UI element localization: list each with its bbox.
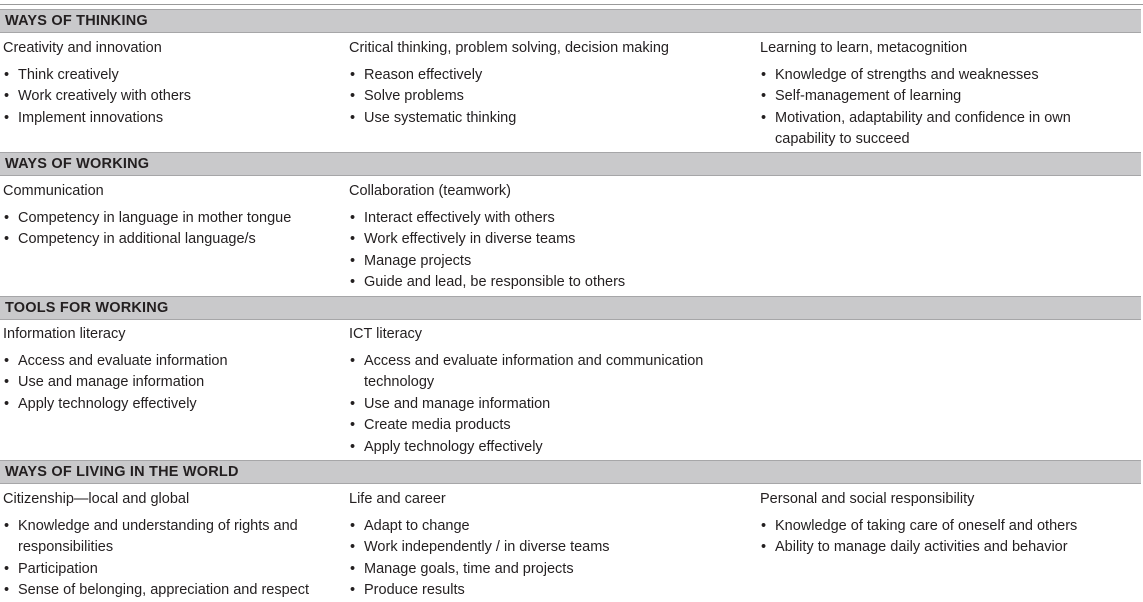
list-item-text: Interact effectively with others — [364, 209, 555, 226]
list-item-text: Motivation, adaptability and confidence in own capability to succeed — [775, 109, 1071, 147]
column-collaboration — [349, 181, 749, 294]
list-item — [760, 65, 1105, 87]
column-creativity — [3, 38, 338, 129]
list-item-text: Work independently / in diverse teams — [364, 539, 610, 555]
list-item — [349, 251, 749, 273]
section-title: WAYS OF WORKING — [5, 156, 150, 172]
section-title: WAYS OF LIVING IN THE WORLD — [5, 464, 239, 480]
bullet-icon: • — [761, 88, 767, 104]
bullet-icon: • — [350, 352, 356, 369]
bullet-icon: • — [350, 209, 356, 226]
section-header-band — [0, 152, 1141, 176]
list-item-text: Access and evaluate information and communication technology — [364, 352, 704, 390]
list-item — [3, 65, 338, 87]
column-heading: Learning to learn, metacognition — [760, 40, 968, 56]
list-item — [760, 516, 1105, 538]
list-item-text: Think creatively — [18, 66, 119, 83]
list-item — [349, 108, 749, 130]
list-item-text: Apply technology effectively — [18, 395, 197, 412]
list-item-text: Sense of belonging, appreciation and respect — [18, 582, 310, 598]
list-item — [349, 537, 749, 559]
list-item-text: Knowledge of strengths and weaknesses — [775, 66, 1039, 83]
bullet-icon: • — [350, 417, 356, 433]
list-item-text: Ability to manage daily activities and behavior — [775, 539, 1068, 555]
list-item — [349, 437, 749, 459]
section-title: TOOLS FOR WORKING — [5, 300, 169, 316]
list-item — [349, 559, 749, 581]
list-item — [3, 208, 338, 230]
list-item-text: Manage goals, time and projects — [364, 560, 574, 577]
list-item-text: Use and manage information — [18, 374, 205, 390]
list-item — [3, 229, 338, 251]
list-item — [349, 516, 749, 538]
list-item — [349, 208, 749, 230]
bullet-icon: • — [4, 66, 10, 83]
column-heading: ICT literacy — [349, 326, 423, 342]
list-item — [760, 537, 1105, 559]
column-heading: Communication — [3, 183, 104, 199]
list-item-text: Participation — [18, 560, 98, 577]
list-item-text: Work creatively with others — [18, 88, 191, 104]
list-item-text: Implement innovations — [18, 109, 164, 126]
bullet-icon: • — [350, 88, 356, 104]
column-information-literacy — [3, 324, 338, 415]
column-ict-literacy — [349, 324, 749, 458]
bullet-icon: • — [350, 395, 356, 412]
list-item — [3, 580, 338, 602]
bullet-icon: • — [4, 209, 10, 226]
list-item — [3, 516, 338, 559]
column-heading: Collaboration (teamwork) — [349, 183, 511, 199]
bullet-icon: • — [4, 352, 10, 369]
list-item — [3, 372, 338, 394]
table-top-rule — [0, 4, 1143, 5]
column-heading: Critical thinking, problem solving, decision making — [349, 40, 669, 56]
list-item-text: Use systematic thinking — [364, 109, 517, 126]
section-header-band — [0, 296, 1141, 320]
column-heading: Personal and social responsibility — [760, 491, 975, 507]
column-citizenship — [3, 489, 338, 602]
column-communication — [3, 181, 338, 251]
list-item — [349, 229, 749, 251]
list-item-text: Access and evaluate information — [18, 352, 228, 369]
column-heading: Information literacy — [3, 326, 126, 342]
list-item-text: Competency in additional language/s — [18, 231, 256, 247]
bullet-icon: • — [4, 374, 10, 390]
bullet-icon: • — [4, 231, 10, 247]
list-item-text: Knowledge and understanding of rights and responsibilities — [18, 517, 298, 555]
list-item — [349, 272, 749, 294]
list-item — [3, 351, 338, 373]
column-heading: Life and career — [349, 491, 446, 507]
column-heading: Citizenship—local and global — [3, 491, 190, 507]
list-item — [3, 86, 338, 108]
column-critical-thinking — [349, 38, 749, 129]
section-header-band — [0, 460, 1141, 484]
column-personal-social-responsibility — [760, 489, 1105, 559]
bullet-icon: • — [350, 438, 356, 455]
bullet-icon: • — [350, 274, 356, 290]
list-item-text: Self-management of learning — [775, 88, 962, 104]
bullet-icon: • — [4, 517, 10, 534]
list-item-text: Produce results — [364, 582, 465, 598]
list-item — [3, 108, 338, 130]
list-item-text: Apply technology effectively — [364, 438, 543, 455]
bullet-icon: • — [4, 109, 10, 126]
list-item-text: Reason effectively — [364, 66, 483, 83]
list-item — [760, 86, 1105, 108]
bullet-icon: • — [350, 252, 356, 269]
bullet-icon: • — [4, 582, 10, 598]
bullet-icon: • — [4, 560, 10, 577]
section-header-band — [0, 9, 1141, 33]
list-item — [349, 86, 749, 108]
list-item-text: Work effectively in diverse teams — [364, 231, 576, 247]
bullet-icon: • — [4, 88, 10, 104]
bullet-icon: • — [350, 582, 356, 598]
column-learning-to-learn — [760, 38, 1105, 151]
list-item — [3, 559, 338, 581]
column-life-and-career — [349, 489, 749, 602]
list-item — [760, 108, 1105, 151]
list-item — [349, 65, 749, 87]
bullet-icon: • — [350, 109, 356, 126]
bullet-icon: • — [761, 539, 767, 555]
list-item-text: Solve problems — [364, 88, 464, 104]
bullet-icon: • — [350, 539, 356, 555]
list-item-text: Knowledge of taking care of oneself and others — [775, 517, 1078, 534]
section-title: WAYS OF THINKING — [5, 13, 148, 29]
list-item — [349, 415, 749, 437]
list-item-text: Guide and lead, be responsible to others — [364, 274, 626, 290]
list-item-text: Use and manage information — [364, 395, 551, 412]
list-item — [349, 580, 749, 602]
bullet-icon: • — [761, 109, 767, 126]
list-item-text: Create media products — [364, 417, 511, 433]
bullet-icon: • — [350, 231, 356, 247]
list-item — [349, 351, 749, 394]
bullet-icon: • — [4, 395, 10, 412]
bullet-icon: • — [350, 66, 356, 83]
list-item-text: Adapt to change — [364, 517, 470, 534]
list-item — [3, 394, 338, 416]
bullet-icon: • — [350, 517, 356, 534]
list-item-text: Competency in language in mother tongue — [18, 209, 292, 226]
bullet-icon: • — [761, 66, 767, 83]
bullet-icon: • — [761, 517, 767, 534]
bullet-icon: • — [350, 560, 356, 577]
list-item — [349, 394, 749, 416]
list-item-text: Manage projects — [364, 252, 472, 269]
column-heading: Creativity and innovation — [3, 40, 162, 56]
